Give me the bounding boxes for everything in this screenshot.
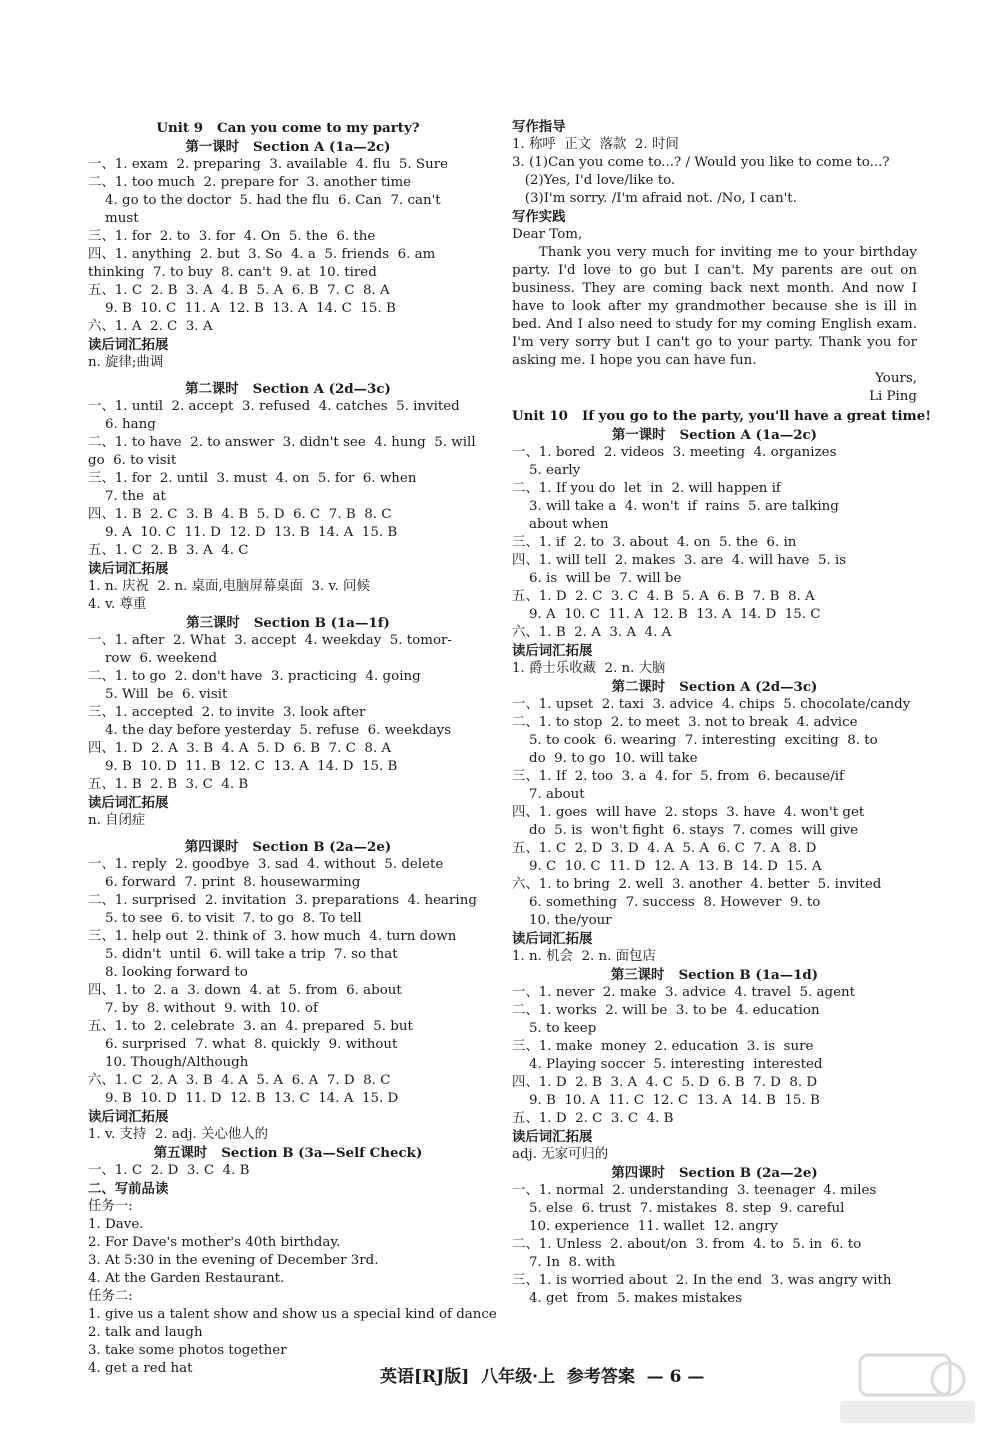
answer-line: 一、1. exam 2. preparing 3. available 4. flu 5. Sure bbox=[88, 157, 449, 172]
answer-line: 四、1. D 2. A 3. B 4. A 5. D 6. B 7. C 8. A bbox=[88, 741, 392, 756]
answer-line: about when bbox=[512, 517, 609, 532]
answer-line: 五、1. B 2. B 3. C 4. B bbox=[88, 777, 249, 792]
answer-line: thinking 7. to buy 8. can't 9. at 10. tired bbox=[88, 265, 377, 280]
answer-line: 五、1. C 2. B 3. A 4. B 5. A 6. B 7. C 8. A bbox=[88, 283, 390, 298]
lesson-heading: 第三课时 Section B (1a—1f) bbox=[186, 615, 390, 631]
letter-closing: Yours, bbox=[875, 371, 917, 386]
section-heading: 读后词汇拓展 bbox=[88, 795, 169, 811]
answer-line: 三、1. accepted 2. to invite 3. look after bbox=[88, 705, 366, 720]
answer-line: 1. 称呼 正文 落款 2. 时间 bbox=[512, 137, 679, 152]
section-heading: 读后词汇拓展 bbox=[512, 931, 593, 947]
answer-line: do 5. is won't fight 6. stays 7. comes will give bbox=[512, 823, 859, 838]
answer-line: 一、1. normal 2. understanding 3. teenager 4. miles bbox=[512, 1183, 877, 1198]
lesson-heading: 第二课时 Section A (2d—3c) bbox=[611, 679, 818, 695]
answer-line: 一、1. until 2. accept 3. refused 4. catches 5. invited bbox=[88, 399, 460, 414]
section-heading: 读后词汇拓展 bbox=[88, 561, 169, 577]
answer-line: 6. hang bbox=[88, 417, 156, 432]
answer-line: 5. to cook 6. wearing 7. interesting exciting 8. to bbox=[512, 733, 878, 748]
answer-line: 9. A 10. C 11. D 12. D 13. B 14. A 15. B bbox=[88, 525, 398, 540]
answer-line: (2)Yes, I'd love/like to. bbox=[512, 173, 676, 188]
answer-line: 一、1. C 2. D 3. C 4. B bbox=[88, 1163, 250, 1178]
answer-line: 7. about bbox=[512, 787, 585, 802]
answer-line: 二、1. works 2. will be 3. to be 4. education bbox=[512, 1003, 820, 1018]
answer-line: 1. n. 庆祝 2. n. 桌面,电脑屏幕桌面 3. v. 问候 bbox=[88, 579, 370, 594]
answer-line: 一、1. upset 2. taxi 3. advice 4. chips 5. chocolate/candy bbox=[512, 697, 911, 712]
answer-line: 五、1. to 2. celebrate 3. an 4. prepared 5. but bbox=[88, 1019, 413, 1034]
writing-guide-section bbox=[512, 118, 917, 244]
answer-line: 一、1. after 2. What 3. accept 4. weekday 5. tomor- bbox=[88, 633, 452, 648]
unit-title: Unit 9 Can you come to my party? bbox=[156, 120, 420, 136]
answer-line: 5. to keep bbox=[512, 1021, 597, 1036]
lesson-heading: 第二课时 Section A (2d—3c) bbox=[185, 381, 391, 397]
answer-line: n. 旋律;曲调 bbox=[88, 355, 164, 370]
answer-line: 4. At the Garden Restaurant. bbox=[88, 1271, 285, 1286]
answer-line: 3. take some photos together bbox=[88, 1343, 287, 1358]
answer-line: 3. (1)Can you come to...? / Would you like to come to...? bbox=[512, 155, 890, 170]
answer-line: 6. is will be 7. will be bbox=[512, 571, 682, 586]
answer-line: 4. the day before yesterday 5. refuse 6. weekdays bbox=[88, 723, 452, 738]
answer-line: 10. the/your bbox=[512, 913, 612, 928]
answer-line: 4. get from 5. makes mistakes bbox=[512, 1291, 743, 1306]
answer-line: 9. B 10. D 11. B 12. C 13. A 14. D 15. B bbox=[88, 759, 398, 774]
answer-line: 四、1. to 2. a 3. down 4. at 5. from 6. about bbox=[88, 983, 402, 998]
answer-line: 三、1. is worried about 2. In the end 3. was angry with bbox=[512, 1273, 892, 1288]
answer-line: 4. Playing soccer 5. interesting interested bbox=[512, 1057, 823, 1072]
answer-line: 4. go to the doctor 5. had the flu 6. Can 7. can't bbox=[88, 193, 441, 208]
answer-line: 二、1. If you do let in 2. will happen if bbox=[512, 481, 781, 496]
section-heading: 读后词汇拓展 bbox=[88, 337, 169, 353]
lesson-heading: 第五课时 Section B (3a—Self Check) bbox=[153, 1145, 423, 1161]
answer-line: 4. v. 尊重 bbox=[88, 597, 147, 612]
section-heading: 读后词汇拓展 bbox=[88, 1109, 169, 1125]
unit-10-section bbox=[512, 406, 932, 1308]
section-heading: 二、写前品读 bbox=[88, 1181, 169, 1197]
answer-line: 五、1. D 2. C 3. C 4. B 5. A 6. B 7. B 8. A bbox=[512, 589, 815, 604]
answer-line: 2. talk and laugh bbox=[88, 1325, 203, 1340]
answer-line: 二、1. to stop 2. to meet 3. not to break 4. advice bbox=[512, 715, 858, 730]
answer-line: 三、1. If 2. too 3. a 4. for 5. from 6. because/if bbox=[512, 769, 844, 784]
answer-line: 三、1. for 2. until 3. must 4. on 5. for 6. when bbox=[88, 471, 417, 486]
answer-line: 二、1. too much 2. prepare for 3. another time bbox=[88, 175, 412, 190]
answer-line: (3)I'm sorry. /I'm afraid not. /No, I can't. bbox=[512, 191, 797, 206]
answer-line: 5. didn't until 6. will take a trip 7. so that bbox=[88, 947, 398, 962]
answer-line: must bbox=[88, 211, 139, 226]
answer-line: 6. something 7. success 8. However 9. to bbox=[512, 895, 821, 910]
answer-line: 9. B 10. D 11. D 12. B 13. C 14. A 15. D bbox=[88, 1091, 399, 1106]
answer-line: 1. n. 机会 2. n. 面包店 bbox=[512, 949, 656, 964]
answer-line: 5. else 6. trust 7. mistakes 8. step 9. careful bbox=[512, 1201, 845, 1216]
answer-line: 五、1. D 2. C 3. C 4. B bbox=[512, 1111, 674, 1126]
spacer bbox=[88, 830, 488, 838]
answer-line: 三、1. help out 2. think of 3. how much 4. turn down bbox=[88, 929, 457, 944]
answer-line: 二、1. to go 2. don't have 3. practicing 4. going bbox=[88, 669, 421, 684]
answer-line: 9. A 10. C 11. A 12. B 13. A 14. D 15. C bbox=[512, 607, 821, 622]
answer-line: 1. v. 支持 2. adj. 关心他人的 bbox=[88, 1127, 269, 1142]
answer-line: 1. 爵士乐收藏 2. n. 大脑 bbox=[512, 661, 666, 676]
answer-line: 3. At 5:30 in the evening of December 3rd. bbox=[88, 1253, 379, 1268]
left-column bbox=[88, 118, 497, 1378]
watermark-logo bbox=[830, 1349, 980, 1429]
section-heading: 写作指导 bbox=[512, 119, 566, 135]
answer-line: 9. C 10. C 11. D 12. A 13. B 14. D 15. A bbox=[512, 859, 822, 874]
lesson-heading: 第四课时 Section B (2a—2e) bbox=[184, 839, 392, 855]
answer-line: 6. surprised 7. what 8. quickly 9. without bbox=[88, 1037, 398, 1052]
section-heading: 读后词汇拓展 bbox=[512, 643, 593, 659]
answer-line: go 6. to visit bbox=[88, 453, 177, 468]
answer-line: 六、1. A 2. C 3. A bbox=[88, 319, 213, 334]
answer-line: 7. by 8. without 9. with 10. of bbox=[88, 1001, 318, 1016]
spacer bbox=[88, 372, 488, 380]
answer-line: row 6. weekend bbox=[88, 651, 218, 666]
answer-line: 10. experience 11. wallet 12. angry bbox=[512, 1219, 778, 1234]
answer-line: Dear Tom, bbox=[512, 227, 583, 242]
lesson-heading: 第三课时 Section B (1a—1d) bbox=[610, 967, 819, 983]
section-heading: 读后词汇拓展 bbox=[512, 1129, 593, 1145]
answer-line: 5. to see 6. to visit 7. to go 8. To tell bbox=[88, 911, 362, 926]
answer-line: 四、1. goes will have 2. stops 3. have 4. won't get bbox=[512, 805, 865, 820]
answer-line: 7. the at bbox=[88, 489, 166, 504]
answer-line: 7. In 8. with bbox=[512, 1255, 616, 1270]
answer-line: 2. For Dave's mother's 40th birthday. bbox=[88, 1235, 341, 1250]
answer-line: 三、1. if 2. to 3. about 4. on 5. the 6. in bbox=[512, 535, 797, 550]
answer-line: 3. will take a 4. won't if rains 5. are talking bbox=[512, 499, 839, 514]
lesson-heading: 第四课时 Section B (2a—2e) bbox=[611, 1165, 818, 1181]
answer-line: 六、1. B 2. A 3. A 4. A bbox=[512, 625, 672, 640]
answer-line: 8. looking forward to bbox=[88, 965, 248, 980]
answer-line: 5. early bbox=[512, 463, 581, 478]
answer-line: 1. Dave. bbox=[88, 1217, 144, 1232]
answer-line: n. 自闭症 bbox=[88, 813, 146, 828]
answer-line: 六、1. C 2. A 3. B 4. A 5. A 6. A 7. D 8. C bbox=[88, 1073, 391, 1088]
answer-line: 二、1. surprised 2. invitation 3. preparations 4. hearing bbox=[88, 893, 477, 908]
answer-line: 三、1. make money 2. education 3. is sure bbox=[512, 1039, 814, 1054]
unit-title: Unit 10 If you go to the party, you'll have a great time! bbox=[512, 408, 932, 424]
answer-line: 四、1. anything 2. but 3. So 4. a 5. friends 6. am bbox=[88, 247, 436, 262]
answer-line: 5. Will be 6. visit bbox=[88, 687, 228, 702]
answer-line: 二、1. Unless 2. about/on 3. from 4. to 5. in 6. to bbox=[512, 1237, 862, 1252]
answer-line: 任务二: bbox=[88, 1289, 133, 1304]
lesson-heading: 第一课时 Section A (1a—2c) bbox=[185, 139, 391, 155]
letter-signature: Li Ping bbox=[869, 389, 917, 404]
answer-line: 9. B 10. A 11. C 12. C 13. A 14. B 15. B bbox=[512, 1093, 820, 1108]
answer-line: 10. Though/Although bbox=[88, 1055, 249, 1070]
answer-line: do 9. to go 10. will take bbox=[512, 751, 698, 766]
letter-body: Thank you very much for inviting me to your birthday party. I'd love to go but I can't. My parents are out on business. They are coming back next month. And now I have to look after my grandmother because she is ill in bed. And I also need to study for my coming English exam. I'm very sorry but I can't go to your party. Thank you for asking me. I hope you can have fun. bbox=[512, 245, 917, 368]
section-heading: 写作实践 bbox=[512, 209, 566, 225]
answer-line: 一、1. bored 2. videos 3. meeting 4. organizes bbox=[512, 445, 837, 460]
answer-line: 一、1. never 2. make 3. advice 4. travel 5. agent bbox=[512, 985, 856, 1000]
answer-line: 六、1. to bring 2. well 3. another 4. better 5. invited bbox=[512, 877, 882, 892]
answer-line: 四、1. D 2. B 3. A 4. C 5. D 6. B 7. D 8. D bbox=[512, 1075, 818, 1090]
answer-line: adj. 无家可归的 bbox=[512, 1147, 609, 1162]
answer-line: 6. forward 7. print 8. housewarming bbox=[88, 875, 361, 890]
answer-line: 四、1. will tell 2. makes 3. are 4. will have 5. is bbox=[512, 553, 847, 568]
answer-line: 9. B 10. C 11. A 12. B 13. A 14. C 15. B bbox=[88, 301, 396, 316]
right-column bbox=[512, 118, 932, 1308]
answer-line: 一、1. reply 2. goodbye 3. sad 4. without 5. delete bbox=[88, 857, 444, 872]
answer-line: 五、1. C 2. D 3. D 4. A 5. A 6. C 7. A 8. D bbox=[512, 841, 817, 856]
answer-line: 五、1. C 2. B 3. A 4. C bbox=[88, 543, 249, 558]
answer-line: 三、1. for 2. to 3. for 4. On 5. the 6. the bbox=[88, 229, 376, 244]
answer-line: 四、1. B 2. C 3. B 4. B 5. D 6. C 7. B 8. C bbox=[88, 507, 392, 522]
answer-line: 4. get a red hat bbox=[88, 1361, 193, 1376]
answer-line: 二、1. to have 2. to answer 3. didn't see 4. hung 5. will bbox=[88, 435, 476, 450]
page-footer: 英语[RJ版] 八年级·上 参考答案 — 6 — bbox=[380, 1367, 705, 1387]
lesson-heading: 第一课时 Section A (1a—2c) bbox=[611, 427, 818, 443]
answer-line: 1. give us a talent show and show us a special kind of dance bbox=[88, 1307, 497, 1322]
answer-line: 任务一: bbox=[88, 1199, 133, 1214]
